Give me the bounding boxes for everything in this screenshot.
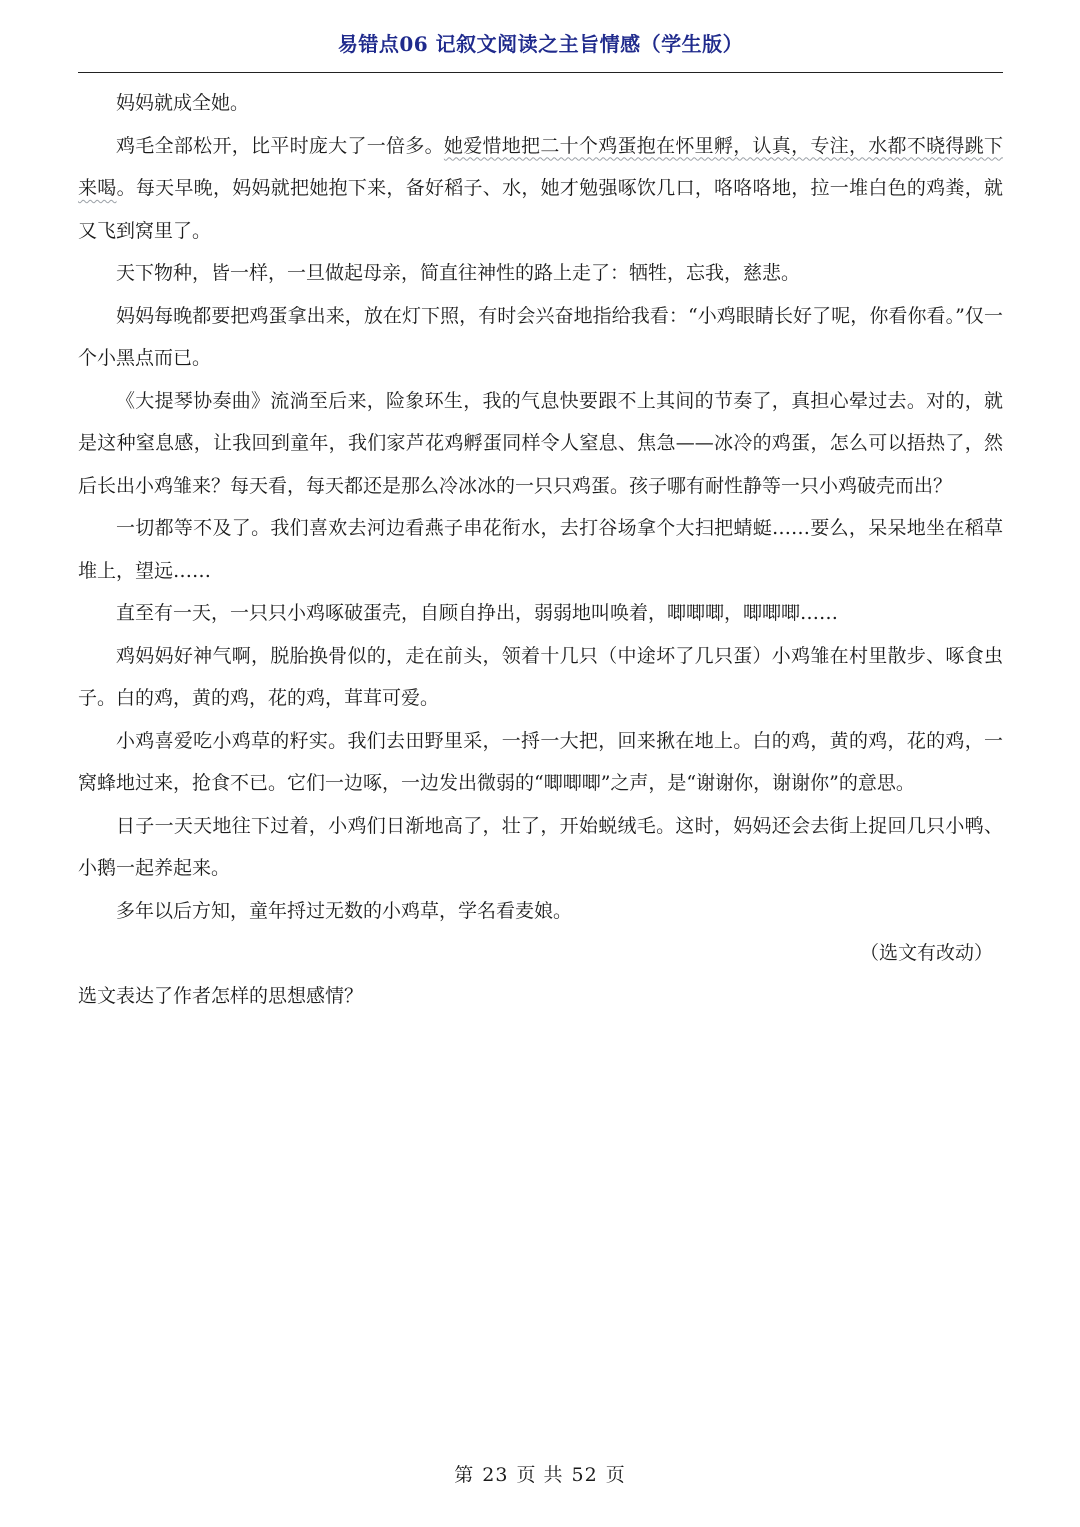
paragraph-2	[78, 125, 1003, 253]
source-note: （选文有改动）	[859, 942, 993, 964]
paragraph-9: 小鸡喜爱吃小鸡草的籽实。我们去田野里采，一捋一大把，回来揪在地上。白的鸡，黄的鸡，花的鸡，一窝蜂地过来，抢食不已。它们一边啄，一边发出微弱的“唧唧唧”之声，是“谢谢你，谢谢你”的意思。	[78, 729, 1003, 794]
page-header-title: 易错点06 记叙文阅读之主旨情感（学生版）	[337, 32, 744, 56]
paragraph-5: 《大提琴协奏曲》流淌至后来，险象环生，我的气息快要跟不上其间的节奏了，真担心晕过去。对的，就是这种窒息感，让我回到童年，我们家芦花鸡孵蛋同样令人窒息、焦急——冰冷的鸡蛋，怎么可以捂热了，然后长出小鸡雏来？每天看，每天都还是那么冷冰冰的一只只鸡蛋。孩子哪有耐性静等一只小鸡破壳而出？	[78, 389, 1003, 497]
paragraph-2-tail: 。每天早晚，妈妈就把她抱下来，备好稻子、水，她才勉强啄饮几口，咯咯咯地，拉一堆白色的鸡粪，就又飞到窝里了。	[78, 177, 1003, 242]
paragraph-3: 天下物种，皆一样，一旦做起母亲，简直往神性的路上走了：牺牲，忘我，慈悲。	[116, 262, 801, 284]
footer-prefix: 第	[454, 1464, 475, 1486]
paragraph-6: 一切都等不及了。我们喜欢去河边看燕子串花衔水，去打谷场拿个大扫把蜻蜓……要么，呆呆地坐在稻草堆上，望远……	[78, 517, 1003, 582]
paragraph-4: 妈妈每晚都要把鸡蛋拿出来，放在灯下照，有时会兴奋地指给我看：“小鸡眼睛长好了呢，你看你看。”仅一个小黑点而已。	[78, 304, 1003, 369]
paragraph-11: 多年以后方知，童年捋过无数的小鸡草，学名看麦娘。	[116, 899, 573, 922]
footer-suffix: 页	[605, 1464, 626, 1486]
page-number-footer	[0, 1460, 1080, 1487]
wavy-underlined-sentence: 她爱惜地把二十个鸡蛋抱在怀里孵，认真，专注，水都不晓得跳下来喝	[78, 134, 1003, 199]
paragraph-1: 妈妈就成全她。	[116, 92, 250, 114]
paragraph-7: 直至有一天，一只只小鸡啄破蛋壳，自顾自挣出，弱弱地叫唤着，唧唧唧，唧唧唧……	[116, 602, 839, 624]
footer-middle: 页 共	[516, 1464, 564, 1486]
footer-total-pages: 52	[571, 1464, 598, 1486]
question-prompt: 选文表达了作者怎样的思想感情？	[78, 984, 364, 1007]
footer-current-page: 23	[482, 1464, 509, 1486]
paragraph-2-lead: 鸡毛全部松开，比平时庞大了一倍多。	[116, 134, 444, 157]
header-divider	[78, 72, 1003, 73]
paragraph-8: 鸡妈妈好神气啊，脱胎换骨似的，走在前头，领着十几只（中途坏了几只蛋）小鸡雏在村里散步、啄食虫子。白的鸡，黄的鸡，花的鸡，茸茸可爱。	[78, 644, 1003, 709]
passage-body	[78, 82, 1003, 1017]
paragraph-10: 日子一天天地往下过着，小鸡们日渐地高了，壮了，开始蜕绒毛。这时，妈妈还会去街上捉回几只小鸭、小鹅一起养起来。	[78, 814, 1003, 879]
